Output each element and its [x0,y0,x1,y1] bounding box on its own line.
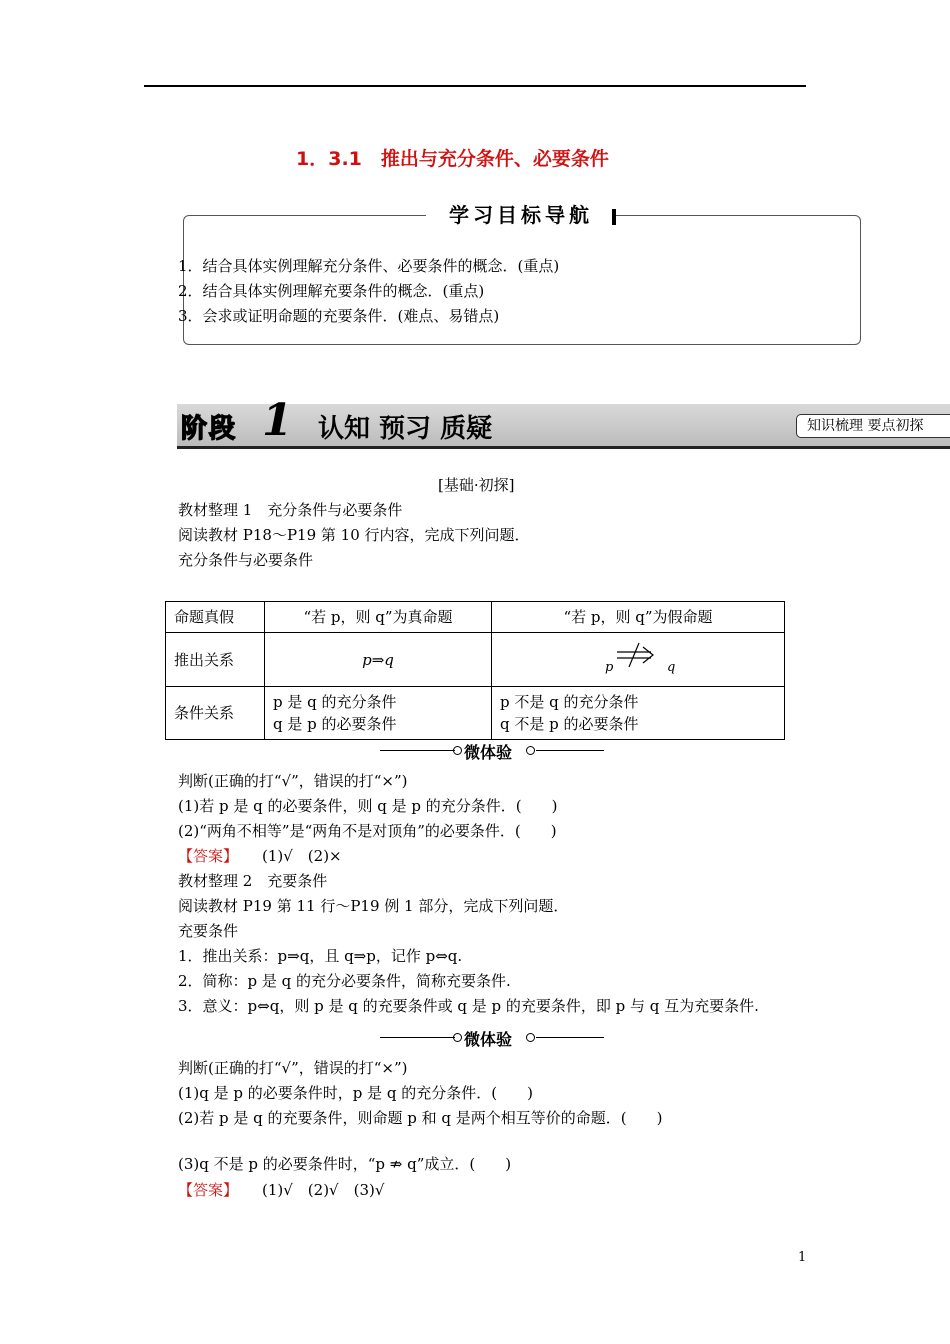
exp2-answer: (1)√ (2)√ (3)√ [262,1181,385,1199]
separator-line [536,750,604,751]
part1-subheading: 充分条件与必要条件 [178,551,314,569]
stage-number: 1 [262,395,293,446]
part1-heading: 教材整理 1 充分条件与必要条件 [178,501,403,519]
part2-heading: 教材整理 2 充要条件 [178,872,328,890]
exp2-q3: (3)q 不是 p 的必要条件时，“p ⇏ q”成立．( ) [178,1155,512,1173]
exp2-q1: (1)q 是 p 的必要条件时，p 是 q 的充分条件．( ) [178,1084,533,1102]
table-header: 命题真假 [166,602,265,633]
part2-subheading: 充要条件 [178,922,239,940]
cell-line: q 是 p 的必要条件 [273,715,397,733]
separator-dot-icon [453,1033,462,1042]
not-implies-symbol [492,633,785,687]
table-cell: p⇒q [265,633,492,687]
condition-table [165,601,785,740]
table-cell: 推出关系 [166,633,265,687]
answer-label: 【答案】 [178,1181,239,1199]
page-title: 1．3.1 推出与充分条件、必要条件 [296,148,609,170]
part2-line-1: 1．推出关系：p⇒q，且 q⇒p，记作 p⇔q. [178,947,463,965]
cell-line: p 是 q 的充分条件 [273,693,397,711]
part2-line-2: 2．简称：p 是 q 的充分必要条件，简称充要条件. [178,972,511,990]
stage-label: 阶段 [181,414,238,444]
micro-label: 微体验 [464,1030,513,1049]
table-cell: 条件关系 [166,687,265,740]
separator-dot-icon [453,746,462,755]
table-cell [492,687,785,740]
table-cell [265,687,492,740]
exp1-prompt: 判断(正确的打“√”，错误的打“×”) [178,772,408,790]
header-rule [144,85,806,87]
objective-1: 1．结合具体实例理解充分条件、必要条件的概念．(重点) [178,257,560,275]
separator-line [380,1037,455,1038]
exp2-q2: (2)若 p 是 q 的充要条件，则命题 p 和 q 是两个相互等价的命题．( ) [178,1109,663,1127]
answer-label: 【答案】 [178,847,239,865]
nav-head-bar-right [612,209,616,225]
page-number: 1 [798,1250,807,1265]
separator-dot-icon [526,1033,535,1042]
section-tag: [基础·初探] [438,476,515,494]
stage-title: 认知 预习 质疑 [318,414,493,444]
objective-3: 3．会求或证明命题的充要条件．(难点、易错点) [178,307,500,325]
cell-line: q 不是 p 的必要条件 [500,715,639,733]
separator-line [536,1037,604,1038]
exp2-prompt: 判断(正确的打“√”，错误的打“×”) [178,1059,408,1077]
part1-reading: 阅读教材 P18～P19 第 10 行内容，完成下列问题． [178,526,530,544]
exp1-q2: (2)“两角不相等”是“两角不是对顶角”的必要条件．( ) [178,822,557,840]
not-implies-icon [593,639,683,675]
objectives-heading: 学习目标导航 [426,198,616,232]
svg-text:q: q [667,659,676,675]
exp1-q1: (1)若 p 是 q 的必要条件，则 q 是 p 的充分条件．( ) [178,797,558,815]
stage-tag: 知识梳理 要点初探 [796,414,950,438]
part2-reading: 阅读教材 P19 第 11 行～P19 例 1 部分，完成下列问题． [178,897,569,915]
objective-2: 2．结合具体实例理解充要条件的概念．(重点) [178,282,485,300]
svg-text:p: p [605,659,614,675]
exp1-answer: (1)√ (2)× [262,847,342,865]
part2-line-3: 3．意义：p⇔q，则 p 是 q 的充要条件或 q 是 p 的充要条件，即 p 与 q 互为充要条件. [178,997,759,1015]
cell-line: p 不是 q 的充分条件 [500,693,639,711]
table-header: “若 p，则 q”为真命题 [265,602,492,633]
micro-label: 微体验 [464,743,513,762]
table-header: “若 p，则 q”为假命题 [492,602,785,633]
separator-line [380,750,455,751]
separator-dot-icon [526,746,535,755]
